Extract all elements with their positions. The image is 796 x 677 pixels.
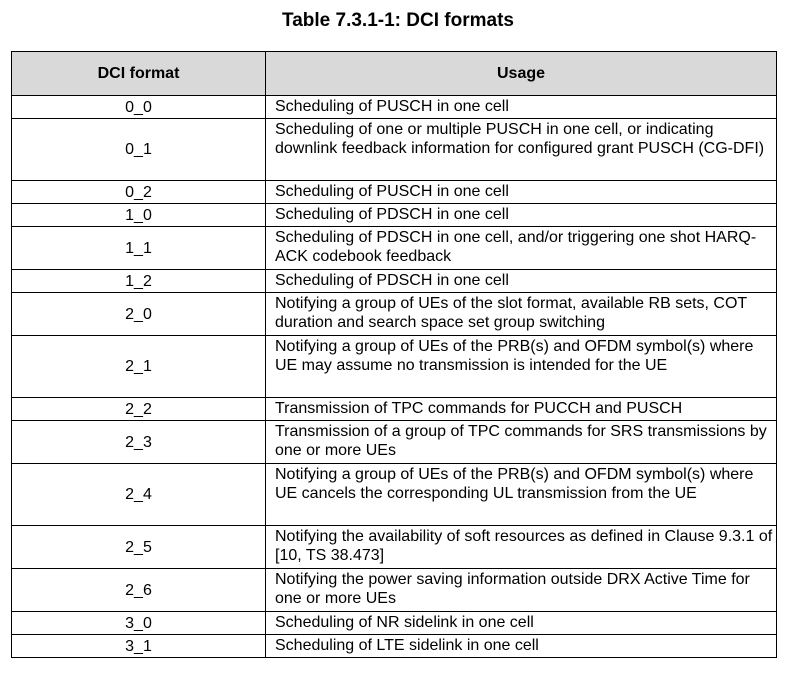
usage-cell: Scheduling of PDSCH in one cell — [266, 204, 777, 227]
dci-format-cell: 2_5 — [12, 526, 266, 569]
table-row — [12, 96, 777, 119]
table-row — [12, 421, 777, 464]
usage-cell: Scheduling of PUSCH in one cell — [266, 181, 777, 204]
usage-cell: Scheduling of PDSCH in one cell, and/or triggering one shot HARQ-ACK codebook feedback — [266, 227, 777, 270]
table-row — [12, 270, 777, 293]
usage-cell: Scheduling of PUSCH in one cell — [266, 96, 777, 119]
usage-cell: Transmission of a group of TPC commands for SRS transmissions by one or more UEs — [266, 421, 777, 464]
usage-cell: Notifying a group of UEs of the PRB(s) and OFDM symbol(s) where UE cancels the corresponding UL transmission from the UE — [266, 464, 777, 526]
dci-format-cell: 1_0 — [12, 204, 266, 227]
table-row — [12, 204, 777, 227]
table-row — [12, 526, 777, 569]
usage-cell: Notifying the power saving information outside DRX Active Time for one or more UEs — [266, 569, 777, 612]
table-row — [12, 464, 777, 526]
usage-cell: Scheduling of LTE sidelink in one cell — [266, 635, 777, 658]
dci-format-cell: 0_1 — [12, 119, 266, 181]
dci-format-cell: 2_4 — [12, 464, 266, 526]
table-header-row — [12, 52, 777, 96]
table-row — [12, 635, 777, 658]
column-header-usage: Usage — [266, 52, 777, 96]
dci-format-cell: 2_6 — [12, 569, 266, 612]
table-row — [12, 181, 777, 204]
usage-cell: Scheduling of one or multiple PUSCH in one cell, or indicating downlink feedback information for configured grant PUSCH (CG-DFI) — [266, 119, 777, 181]
dci-format-cell: 2_3 — [12, 421, 266, 464]
dci-format-cell: 1_1 — [12, 227, 266, 270]
dci-format-cell: 0_0 — [12, 96, 266, 119]
usage-cell: Notifying a group of UEs of the slot format, available RB sets, COT duration and search space set group switching — [266, 293, 777, 336]
usage-cell: Scheduling of PDSCH in one cell — [266, 270, 777, 293]
table-row — [12, 119, 777, 181]
dci-format-cell: 2_0 — [12, 293, 266, 336]
usage-cell: Notifying a group of UEs of the PRB(s) and OFDM symbol(s) where UE may assume no transmission is intended for the UE — [266, 336, 777, 398]
usage-cell: Notifying the availability of soft resources as defined in Clause 9.3.1 of [10, TS 38.473] — [266, 526, 777, 569]
table-caption: Table 7.3.1-1: DCI formats — [282, 10, 514, 31]
table-row — [12, 398, 777, 421]
dci-formats-table — [11, 51, 777, 658]
table-row — [12, 612, 777, 635]
dci-format-cell: 2_2 — [12, 398, 266, 421]
table-row — [12, 569, 777, 612]
table-row — [12, 227, 777, 270]
dci-format-cell: 0_2 — [12, 181, 266, 204]
dci-format-cell: 2_1 — [12, 336, 266, 398]
table-row — [12, 336, 777, 398]
usage-cell: Transmission of TPC commands for PUCCH and PUSCH — [266, 398, 777, 421]
dci-format-cell: 1_2 — [12, 270, 266, 293]
usage-cell: Scheduling of NR sidelink in one cell — [266, 612, 777, 635]
dci-format-cell: 3_1 — [12, 635, 266, 658]
table-row — [12, 293, 777, 336]
column-header-dci-format: DCI format — [12, 52, 266, 96]
dci-format-cell: 3_0 — [12, 612, 266, 635]
